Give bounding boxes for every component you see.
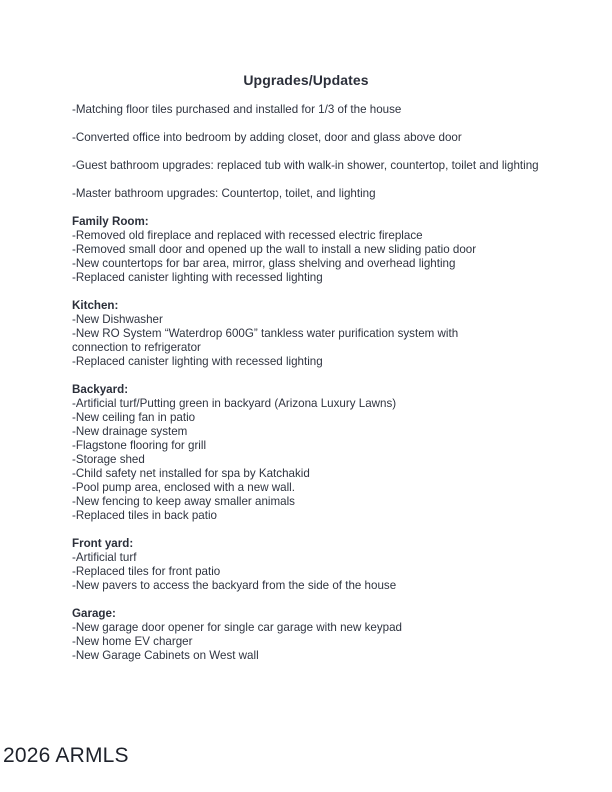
list-item: -New Dishwasher [72,313,163,326]
list-item: -Child safety net installed for spa by Katchakid [72,467,310,480]
section-heading: Garage: [72,607,116,620]
list-item: -Replaced tiles for front patio [72,565,221,578]
section-family-room [72,215,542,285]
section-backyard [72,383,542,523]
section-front-yard [72,537,542,593]
list-item: -New ceiling fan in patio [72,411,196,424]
document-body [72,103,542,677]
list-item: -Replaced tiles in back patio [72,509,218,522]
section-kitchen [72,299,542,369]
list-item: -New garage door opener for single car garage with new keypad [72,621,402,634]
section-heading: Backyard: [72,383,129,396]
list-item: -Artificial turf [72,551,137,564]
intro-item: -Master bathroom upgrades: Countertop, toilet, and lighting [72,187,376,200]
section-heading: Family Room: [72,215,149,228]
list-item: -New home EV charger [72,635,193,648]
list-item: -New fencing to keep away smaller animals [72,495,295,508]
page-title: Upgrades/Updates [243,72,369,88]
list-item: -New drainage system [72,425,188,438]
list-item: -Pool pump area, enclosed with a new wall. [72,481,295,494]
list-item: -New countertops for bar area, mirror, glass shelving and overhead lighting [72,257,456,270]
intro-item: -Matching floor tiles purchased and installed for 1/3 of the house [72,103,402,116]
watermark: 2026 ARMLS [3,744,129,767]
list-item: -Removed small door and opened up the wall to install a new sliding patio door [72,243,477,256]
list-item: -New pavers to access the backyard from the side of the house [72,579,397,592]
list-item: -Removed old fireplace and replaced with recessed electric fireplace [72,229,423,242]
intro-item: -Guest bathroom upgrades: replaced tub with walk-in shower, countertop, toilet and lighting [72,159,539,172]
list-item: -Replaced canister lighting with recessed lighting [72,271,323,284]
list-item: -New RO System “Waterdrop 600G” tankless water purification system with connection to refrigerator [72,327,459,354]
section-garage [72,607,542,663]
intro-item: -Converted office into bedroom by adding closet, door and glass above door [72,131,462,144]
section-heading: Kitchen: [72,299,119,312]
list-item: -Artificial turf/Putting green in backyard (Arizona Luxury Lawns) [72,397,397,410]
list-item: -Storage shed [72,453,145,466]
list-item: -Flagstone flooring for grill [72,439,207,452]
list-item: -Replaced canister lighting with recessed lighting [72,355,323,368]
section-heading: Front yard: [72,537,134,550]
list-item: -New Garage Cabinets on West wall [72,649,259,662]
